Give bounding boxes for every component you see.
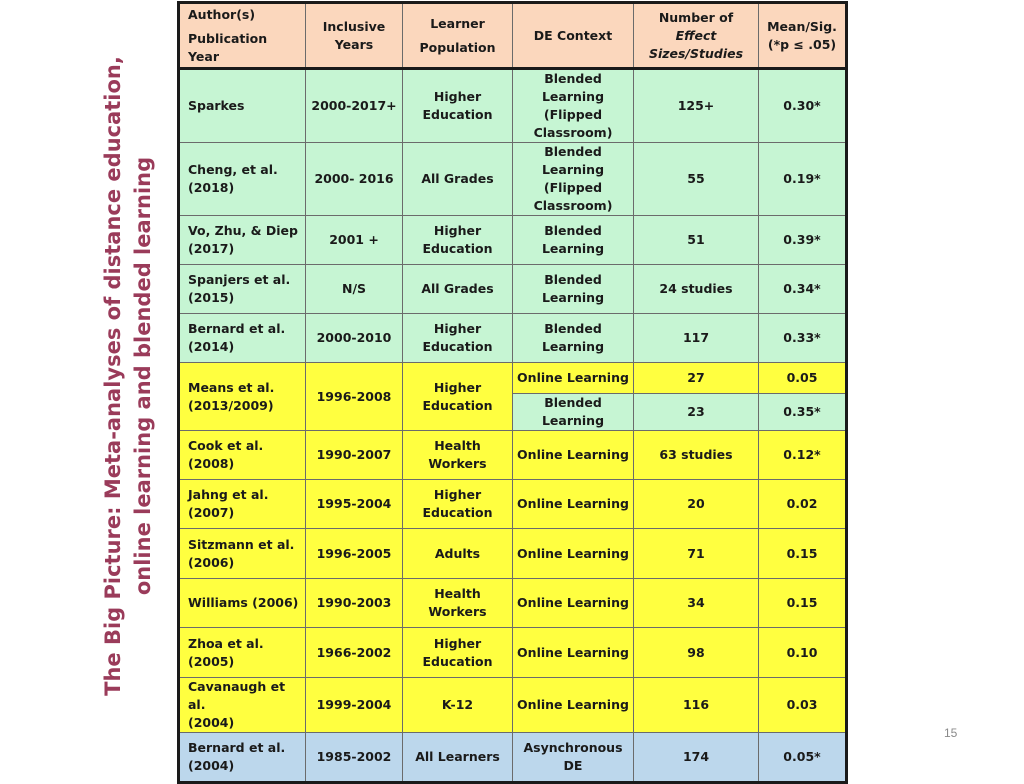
- table-row: [179, 678, 847, 733]
- cell-context: Online Learning: [513, 363, 634, 394]
- cell-population: Higher Education: [403, 314, 513, 363]
- cell-population: Higher Education: [403, 480, 513, 529]
- side-title-line1: The Big Picture: Meta-analyses of distance education,: [101, 56, 125, 696]
- cell-author: Cheng, et al. (2018): [179, 143, 306, 216]
- cell-author: Jahng et al. (2007): [179, 480, 306, 529]
- table-row: [179, 579, 847, 628]
- cell-context: Online Learning: [513, 678, 634, 733]
- header-mean: Mean/Sig. (*p ≤ .05): [759, 3, 847, 69]
- cell-population: Higher Education: [403, 69, 513, 143]
- cell-context: Online Learning: [513, 529, 634, 579]
- table-row: [179, 314, 847, 363]
- cell-author: Cook et al. (2008): [179, 431, 306, 480]
- cell-context: Blended Learning: [513, 216, 634, 265]
- cell-population: Health Workers: [403, 431, 513, 480]
- cell-author: Cavanaugh et al. (2004): [179, 678, 306, 733]
- cell-number: 71: [634, 529, 759, 579]
- cell-number: 116: [634, 678, 759, 733]
- cell-number: 34: [634, 579, 759, 628]
- cell-population: Higher Education: [403, 628, 513, 678]
- table-row: [179, 69, 847, 143]
- table-row: [179, 265, 847, 314]
- table-row: [179, 431, 847, 480]
- table-row: [179, 143, 847, 216]
- cell-years: 2000- 2016: [306, 143, 403, 216]
- cell-author: Sparkes: [179, 69, 306, 143]
- cell-mean: 0.33*: [759, 314, 847, 363]
- cell-population: Higher Education: [403, 216, 513, 265]
- cell-years: 1990-2003: [306, 579, 403, 628]
- slide-number: 15: [944, 726, 958, 740]
- side-title: [0, 0, 180, 768]
- header-number: Number of Effect Sizes/Studies: [634, 3, 759, 69]
- cell-mean: 0.15: [759, 579, 847, 628]
- cell-mean: 0.02: [759, 480, 847, 529]
- cell-number: 125+: [634, 69, 759, 143]
- cell-number: 174: [634, 733, 759, 783]
- cell-number: 24 studies: [634, 265, 759, 314]
- header-context: DE Context: [513, 3, 634, 69]
- cell-years: 2000-2017+: [306, 69, 403, 143]
- cell-years: 2000-2010: [306, 314, 403, 363]
- cell-mean: 0.03: [759, 678, 847, 733]
- cell-author: Sitzmann et al. (2006): [179, 529, 306, 579]
- cell-author: Bernard et al. (2004): [179, 733, 306, 783]
- table-row: [179, 216, 847, 265]
- cell-population: Adults: [403, 529, 513, 579]
- cell-author: Williams (2006): [179, 579, 306, 628]
- cell-context: Asynchronous DE: [513, 733, 634, 783]
- cell-number: 27: [634, 363, 759, 394]
- meta-analysis-table: [177, 1, 848, 784]
- cell-number: 55: [634, 143, 759, 216]
- table-header-row: [179, 3, 847, 69]
- cell-number: 98: [634, 628, 759, 678]
- cell-years: 1999-2004: [306, 678, 403, 733]
- cell-mean: 0.15: [759, 529, 847, 579]
- table-row: [179, 628, 847, 678]
- table-row: [179, 529, 847, 579]
- cell-population: All Learners: [403, 733, 513, 783]
- cell-mean: 0.05: [759, 363, 847, 394]
- cell-population: All Grades: [403, 143, 513, 216]
- cell-years: 1966-2002: [306, 628, 403, 678]
- cell-mean: 0.05*: [759, 733, 847, 783]
- cell-number: 23: [634, 394, 759, 431]
- cell-author: Means et al. (2013/2009): [179, 363, 306, 431]
- cell-mean: 0.30*: [759, 69, 847, 143]
- cell-years: 1996-2008: [306, 363, 403, 431]
- cell-population: All Grades: [403, 265, 513, 314]
- cell-population: Health Workers: [403, 579, 513, 628]
- cell-population: K-12: [403, 678, 513, 733]
- table-row: [179, 733, 847, 783]
- table-row: [179, 480, 847, 529]
- cell-context: Online Learning: [513, 480, 634, 529]
- cell-years: 1990-2007: [306, 431, 403, 480]
- cell-population: Higher Education: [403, 363, 513, 431]
- cell-author: Bernard et al. (2014): [179, 314, 306, 363]
- cell-mean: 0.34*: [759, 265, 847, 314]
- side-title-line2: online learning and blended learning: [131, 156, 155, 596]
- cell-years: 1995-2004: [306, 480, 403, 529]
- cell-number: 20: [634, 480, 759, 529]
- cell-number: 117: [634, 314, 759, 363]
- cell-context: Online Learning: [513, 628, 634, 678]
- cell-years: N/S: [306, 265, 403, 314]
- cell-author: Zhoa et al. (2005): [179, 628, 306, 678]
- table-row: [179, 363, 847, 394]
- cell-context: Blended Learning (Flipped Classroom): [513, 143, 634, 216]
- cell-author: Vo, Zhu, & Diep (2017): [179, 216, 306, 265]
- cell-mean: 0.10: [759, 628, 847, 678]
- cell-number: 63 studies: [634, 431, 759, 480]
- cell-context: Online Learning: [513, 579, 634, 628]
- cell-years: 1985-2002: [306, 733, 403, 783]
- cell-author: Spanjers et al. (2015): [179, 265, 306, 314]
- cell-mean: 0.35*: [759, 394, 847, 431]
- header-years: Inclusive Years: [306, 3, 403, 69]
- cell-context: Blended Learning: [513, 314, 634, 363]
- cell-context: Blended Learning: [513, 265, 634, 314]
- cell-context: Blended Learning: [513, 394, 634, 431]
- header-population: Learner Population: [403, 3, 513, 69]
- cell-context: Blended Learning (Flipped Classroom): [513, 69, 634, 143]
- cell-number: 51: [634, 216, 759, 265]
- cell-years: 2001 +: [306, 216, 403, 265]
- cell-years: 1996-2005: [306, 529, 403, 579]
- cell-mean: 0.12*: [759, 431, 847, 480]
- cell-mean: 0.19*: [759, 143, 847, 216]
- cell-mean: 0.39*: [759, 216, 847, 265]
- header-author: Author(s) Publication Year: [179, 3, 306, 69]
- cell-context: Online Learning: [513, 431, 634, 480]
